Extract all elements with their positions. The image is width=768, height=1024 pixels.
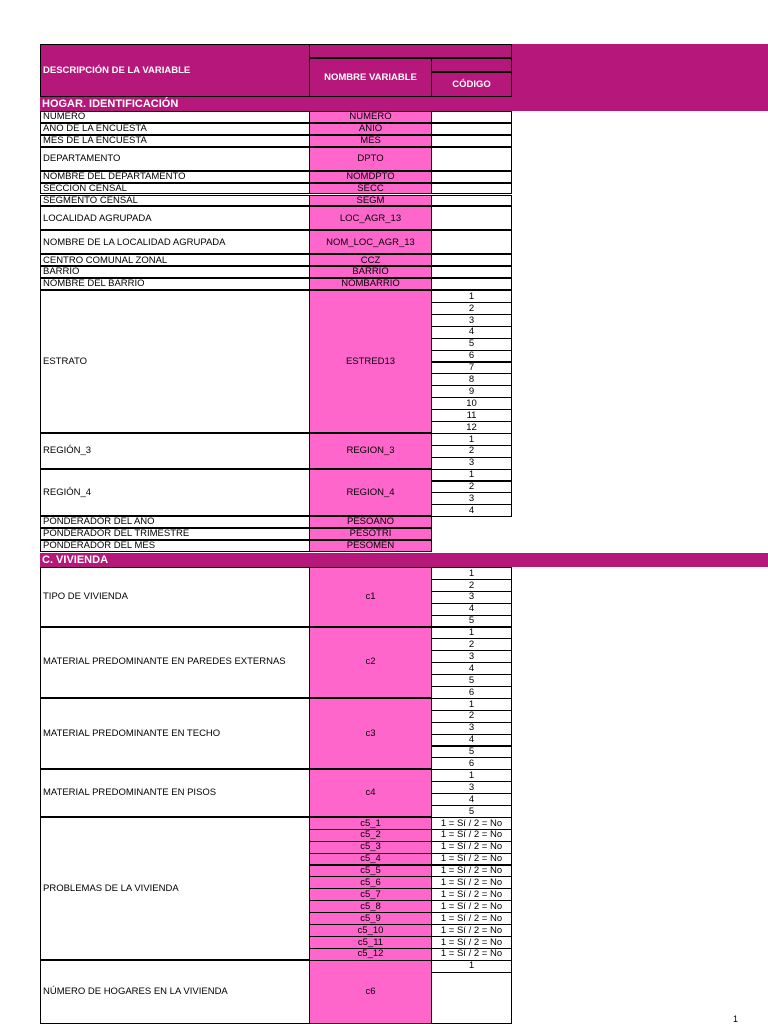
header-blank-top [309, 44, 512, 58]
code-value: 2 [431, 710, 512, 723]
variable-description: PONDERADOR DEL AÑO [40, 516, 310, 528]
header-variable-name: NOMBRE VARIABLE [309, 58, 432, 97]
variable-description: NÚMERO DE HOGARES EN LA VIVIENDA [40, 960, 310, 1024]
variable-name: c5_5 [309, 865, 432, 878]
variable-name: c5_11 [309, 936, 432, 949]
code-value [431, 206, 512, 230]
variable-name: PESOANO [309, 516, 432, 528]
code-value: 3 [431, 314, 512, 327]
variable-name: c5_10 [309, 924, 432, 937]
code-value: 1 = Sí / 2 = No [431, 888, 512, 901]
variable-name: SEGM [309, 195, 432, 207]
variable-name: c5_2 [309, 829, 432, 842]
code-value [431, 266, 512, 278]
variable-name: NUMERO [309, 111, 432, 123]
variable-description: NUMERO [40, 111, 310, 123]
variable-description: SECCION CENSAL [40, 183, 310, 195]
variable-description: ESTRATO [40, 290, 310, 433]
code-value: 3 [431, 457, 512, 470]
variable-name: c2 [309, 627, 432, 698]
code-value [431, 123, 512, 135]
variable-name: c5_6 [309, 876, 432, 889]
variable-description: NOMBRE DEL DEPARTAMENTO [40, 171, 310, 183]
code-value: 1 = Sí / 2 = No [431, 865, 512, 878]
variable-name: MES [309, 135, 432, 147]
variable-description: REGIÓN_4 [40, 469, 310, 517]
code-value: 5 [431, 805, 512, 818]
code-value: 2 [431, 445, 512, 458]
variable-name: NOMDPTO [309, 171, 432, 183]
variable-description: BARRIO [40, 266, 310, 278]
code-value: 8 [431, 373, 512, 386]
code-value: 9 [431, 385, 512, 398]
page-number: 1 [733, 1014, 739, 1024]
variable-description: DEPARTAMENTO [40, 147, 310, 171]
variable-name: c5_7 [309, 888, 432, 901]
variable-name: CCZ [309, 254, 432, 266]
variable-name: REGION_3 [309, 433, 432, 469]
variable-name: ESTRED13 [309, 290, 432, 433]
code-value: 1 = Sí / 2 = No [431, 841, 512, 854]
header-band [512, 44, 768, 97]
variable-name: LOC_AGR_13 [309, 206, 432, 230]
code-value: 1 [431, 698, 512, 711]
code-value [431, 111, 512, 123]
variable-description: MATERIAL PREDOMINANTE EN TECHO [40, 698, 310, 769]
code-value: 1 [431, 433, 512, 446]
code-value: 5 [431, 338, 512, 351]
variable-name: c5_1 [309, 817, 432, 830]
variable-name: c5_4 [309, 853, 432, 866]
code-value: 4 [431, 662, 512, 675]
variable-description: CENTRO COMUNAL ZONAL [40, 254, 310, 266]
variable-name: ANIO [309, 123, 432, 135]
variable-name: c5_9 [309, 912, 432, 925]
code-value: 5 [431, 746, 512, 759]
code-value: 4 [431, 326, 512, 339]
code-value: 1 = Sí / 2 = No [431, 876, 512, 889]
variable-name: c5_3 [309, 841, 432, 854]
code-value: 7 [431, 362, 512, 375]
code-value: 5 [431, 674, 512, 687]
variable-description: MATERIAL PREDOMINANTE EN PAREDES EXTERNAS [40, 627, 310, 698]
variable-name: c6 [309, 960, 432, 1024]
section-header: C. VIVIENDA [40, 553, 768, 567]
code-value [431, 972, 512, 1024]
variable-name: c4 [309, 769, 432, 817]
code-value: 3 [431, 722, 512, 735]
code-value: 1 = Sí / 2 = No [431, 948, 512, 961]
variable-name: SECC [309, 183, 432, 195]
variable-description: PROBLEMAS DE LA VIVIENDA [40, 817, 310, 960]
code-value: 1 = Sí / 2 = No [431, 912, 512, 925]
code-value: 1 = Sí / 2 = No [431, 900, 512, 913]
variable-description: LOCALIDAD AGRUPADA [40, 206, 310, 230]
code-value: 5 [431, 615, 512, 628]
variable-description: SEGMENTO CENSAL [40, 195, 310, 207]
code-value: 1 [431, 960, 512, 973]
variable-name: c3 [309, 698, 432, 769]
code-value: 2 [431, 638, 512, 651]
variable-description: AÑO DE LA ENCUESTA [40, 123, 310, 135]
code-value: 12 [431, 421, 512, 434]
code-value: 2 [431, 302, 512, 315]
code-value: 4 [431, 603, 512, 616]
code-value [431, 230, 512, 254]
header-description: DESCRIPCIÓN DE LA VARIABLE [40, 44, 310, 97]
variable-name: c1 [309, 567, 432, 627]
code-value: 3 [431, 591, 512, 604]
variable-name: PESOTRI [309, 528, 432, 540]
code-value [431, 147, 512, 171]
variable-name: c5_12 [309, 948, 432, 961]
code-value: 10 [431, 397, 512, 410]
variable-description: MES DE LA ENCUESTA [40, 135, 310, 147]
code-value [431, 254, 512, 266]
variable-description: PONDERADOR DEL MES [40, 540, 310, 552]
code-value [431, 183, 512, 195]
code-value: 4 [431, 734, 512, 747]
code-value: 1 = Sí / 2 = No [431, 924, 512, 937]
code-value: 2 [431, 481, 512, 494]
variable-description: PONDERADOR DEL TRIMESTRE [40, 528, 310, 540]
code-value: 4 [431, 793, 512, 806]
code-value: 3 [431, 781, 512, 794]
code-value: 6 [431, 350, 512, 363]
section-header: HOGAR. IDENTIFICACIÓN [40, 97, 768, 111]
code-value: 6 [431, 757, 512, 770]
variable-description: MATERIAL PREDOMINANTE EN PISOS [40, 769, 310, 817]
code-value: 1 [431, 469, 512, 482]
code-value: 1 = Sí / 2 = No [431, 829, 512, 842]
code-value: 2 [431, 579, 512, 592]
code-value: 4 [431, 504, 512, 517]
code-value: 1 = Sí / 2 = No [431, 853, 512, 866]
code-value [431, 171, 512, 183]
header-code-top [431, 58, 512, 72]
variable-description: REGIÓN_3 [40, 433, 310, 469]
code-value: 1 [431, 290, 512, 303]
variable-name: NOM_LOC_AGR_13 [309, 230, 432, 254]
variable-name: NOMBARRIO [309, 278, 432, 290]
code-value: 11 [431, 409, 512, 422]
code-value: 3 [431, 650, 512, 663]
code-value: 3 [431, 492, 512, 505]
code-value: 1 [431, 769, 512, 782]
variable-name: c5_8 [309, 900, 432, 913]
variable-name: REGION_4 [309, 469, 432, 517]
code-value: 6 [431, 686, 512, 699]
code-value: 1 = Sí / 2 = No [431, 936, 512, 949]
code-value: 1 [431, 627, 512, 640]
code-value [431, 135, 512, 147]
variable-description: NOMBRE DE LA LOCALIDAD AGRUPADA [40, 230, 310, 254]
variable-description: TIPO DE VIVIENDA [40, 567, 310, 627]
variable-description: NOMBRE DEL BARRIO [40, 278, 310, 290]
header-code: CÓDIGO [431, 72, 512, 97]
variable-name: BARRIO [309, 266, 432, 278]
variable-name: DPTO [309, 147, 432, 171]
code-value [431, 278, 512, 290]
code-value: 1 [431, 567, 512, 580]
code-value [431, 195, 512, 207]
code-value: 1 = Sí / 2 = No [431, 817, 512, 830]
variable-name: PESOMEN [309, 540, 432, 552]
